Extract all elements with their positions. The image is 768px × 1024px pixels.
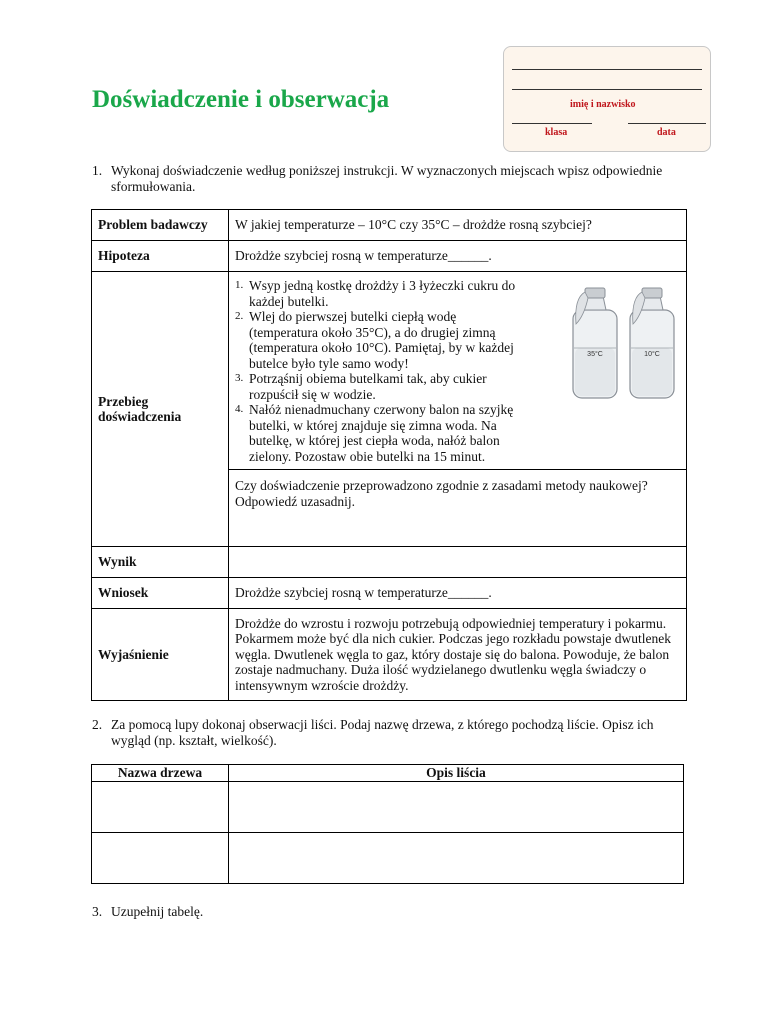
question-1 <box>92 163 692 195</box>
procedure-step: 3. Potrząśnij obiema butelkami tak, aby cukier rozpuścił się w wodzie. <box>235 371 487 402</box>
page-title: Doświadczenie i obserwacja <box>92 86 390 113</box>
question-3-number: 3. <box>92 904 103 919</box>
explanation-value: Drożdże do wzrostu i rozwoju potrzebują odpowiedniej temperatury i pokarmu. Pokarmem może być dla nich cukier. Podczas jego rozkładu powstaje dwutlenek węgla. Dwutlenek węgla to gaz, który dostaje się do balona. Powoduje, że balon zostaje nadmuchany. Duża ilość wydzielanego dwutlenku węgla świadczy o intensywnym wzroście drożdży. <box>229 609 687 701</box>
class-line[interactable] <box>512 123 592 124</box>
leaf-description-cell[interactable] <box>229 833 684 884</box>
bottles-illustration <box>570 284 680 404</box>
question-2-number: 2. <box>92 717 103 732</box>
method-question[interactable]: Czy doświadczenie przeprowadzono zgodnie z zasadami metody naukowej? Odpowiedź uzasadnij. <box>229 470 687 547</box>
question-1-text: Wykonaj doświadczenie według poniższej instrukcji. W wyznaczonych miejscach wpisz odpowiednie sformułowania. <box>111 163 663 194</box>
name-label: imię i nazwisko <box>570 99 636 110</box>
date-line[interactable] <box>628 123 706 124</box>
question-1-number: 1. <box>92 163 103 178</box>
hypothesis-label: Hipoteza <box>92 241 229 272</box>
experiment-table <box>91 209 687 701</box>
problem-value: W jakiej temperaturze – 10°C czy 35°C – drożdże rosną szybciej? <box>229 210 687 241</box>
question-3 <box>92 904 692 920</box>
tree-name-cell[interactable] <box>92 782 229 833</box>
question-2-text: Za pomocą lupy dokonaj obserwacji liści. Podaj nazwę drzewa, z którego pochodzą liście. Opisz ich wygląd (np. kształt, wielkość). <box>111 717 654 748</box>
question-3-text: Uzupełnij tabelę. <box>111 904 204 919</box>
bottle-cold-icon <box>630 288 674 398</box>
student-info-box <box>503 46 711 152</box>
bottle-cold-label: 10°C <box>644 351 660 358</box>
bottle-warm-icon <box>573 288 617 398</box>
question-2 <box>92 717 692 749</box>
tree-name-cell[interactable] <box>92 833 229 884</box>
name-line-1[interactable] <box>512 69 702 70</box>
explanation-label: Wyjaśnienie <box>92 609 229 701</box>
bottle-warm-label: 35°C <box>587 351 603 358</box>
leaf-description-cell[interactable] <box>229 782 684 833</box>
class-label: klasa <box>545 127 568 138</box>
hypothesis-value[interactable]: Drożdże szybciej rosną w temperaturze______. <box>229 241 687 272</box>
procedure-steps-cell <box>229 272 687 470</box>
procedure-step: 4. Nałóż nienadmuchany czerwony balon na szyjkę butelki, w której znajduje się zimna woda. Na butelkę, w której jest ciepła woda, nałóż balon zielony. Pozostaw obie butelki na 15 minut. <box>235 402 514 464</box>
date-label: data <box>657 127 676 138</box>
conclusion-value[interactable]: Drożdże szybciej rosną w temperaturze______. <box>229 578 687 609</box>
conclusion-label: Wniosek <box>92 578 229 609</box>
leaf-table <box>91 764 684 884</box>
problem-label: Problem badawczy <box>92 210 229 241</box>
procedure-step: 1. Wsyp jedną kostkę drożdży i 3 łyżeczki cukru do każdej butelki. <box>235 278 516 309</box>
result-value[interactable] <box>229 547 687 578</box>
tree-name-header: Nazwa drzewa <box>92 765 229 782</box>
procedure-label: Przebieg doświadczenia <box>92 272 229 547</box>
leaf-description-header: Opis liścia <box>229 765 684 782</box>
procedure-steps <box>235 278 526 464</box>
name-line-2[interactable] <box>512 89 702 90</box>
procedure-step: 2. Wlej do pierwszej butelki ciepłą wodę (temperatura około 35°C), a do drugiej zimną (temperatura około 10°C). Pamiętaj, by w każdej butelce było tyle samo wody! <box>235 309 514 371</box>
result-label: Wynik <box>92 547 229 578</box>
